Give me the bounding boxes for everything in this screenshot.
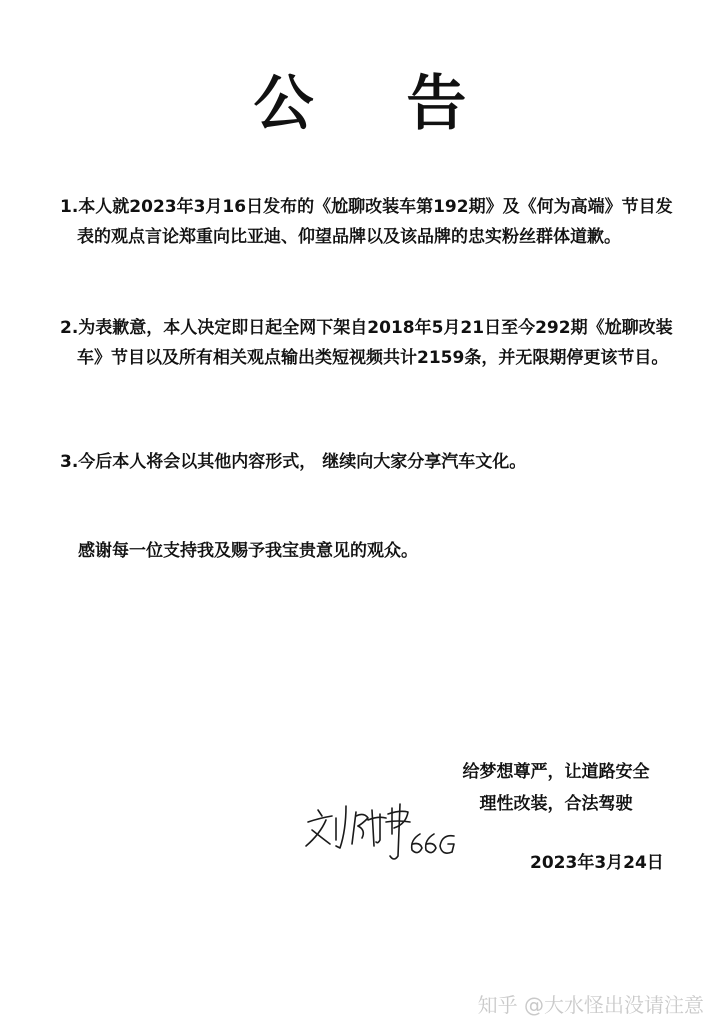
slogan-line: 理性改装，合法驾驶: [479, 794, 633, 814]
slogan: [436, 756, 676, 820]
paragraph-line: 2.为表歉意，本人决定即日起全网下架自2018年5月21日至今292期《尬聊改装: [60, 318, 673, 338]
handwritten-signature: [296, 796, 466, 866]
notice-title: 公 告: [253, 69, 503, 139]
paragraph-line: 1.本人就2023年3月16日发布的《尬聊改装车第192期》及《何为高端》节目发: [60, 197, 673, 217]
paragraph-line: 车》节目以及所有相关观点输出类短视频共计2159条，并无限期停更该节目。: [77, 348, 669, 368]
paragraph-line: 表的观点言论郑重向比亚迪、仰望品牌以及该品牌的忠实粉丝群体道歉。: [77, 227, 621, 247]
thanks-text: 感谢每一位支持我及赐予我宝贵意见的观众。: [78, 541, 418, 561]
notice-date: 2023年3月24日: [530, 853, 664, 873]
paragraph-line: 3.今后本人将会以其他内容形式， 继续向大家分享汽车文化。: [60, 452, 527, 472]
paragraph-1: [60, 192, 680, 252]
watermark: 知乎 @大水怪出没请注意: [477, 993, 704, 1017]
paragraph-3: [60, 447, 680, 477]
slogan-line: 给梦想尊严，让道路安全: [462, 762, 650, 782]
paragraph-2: [60, 313, 680, 373]
